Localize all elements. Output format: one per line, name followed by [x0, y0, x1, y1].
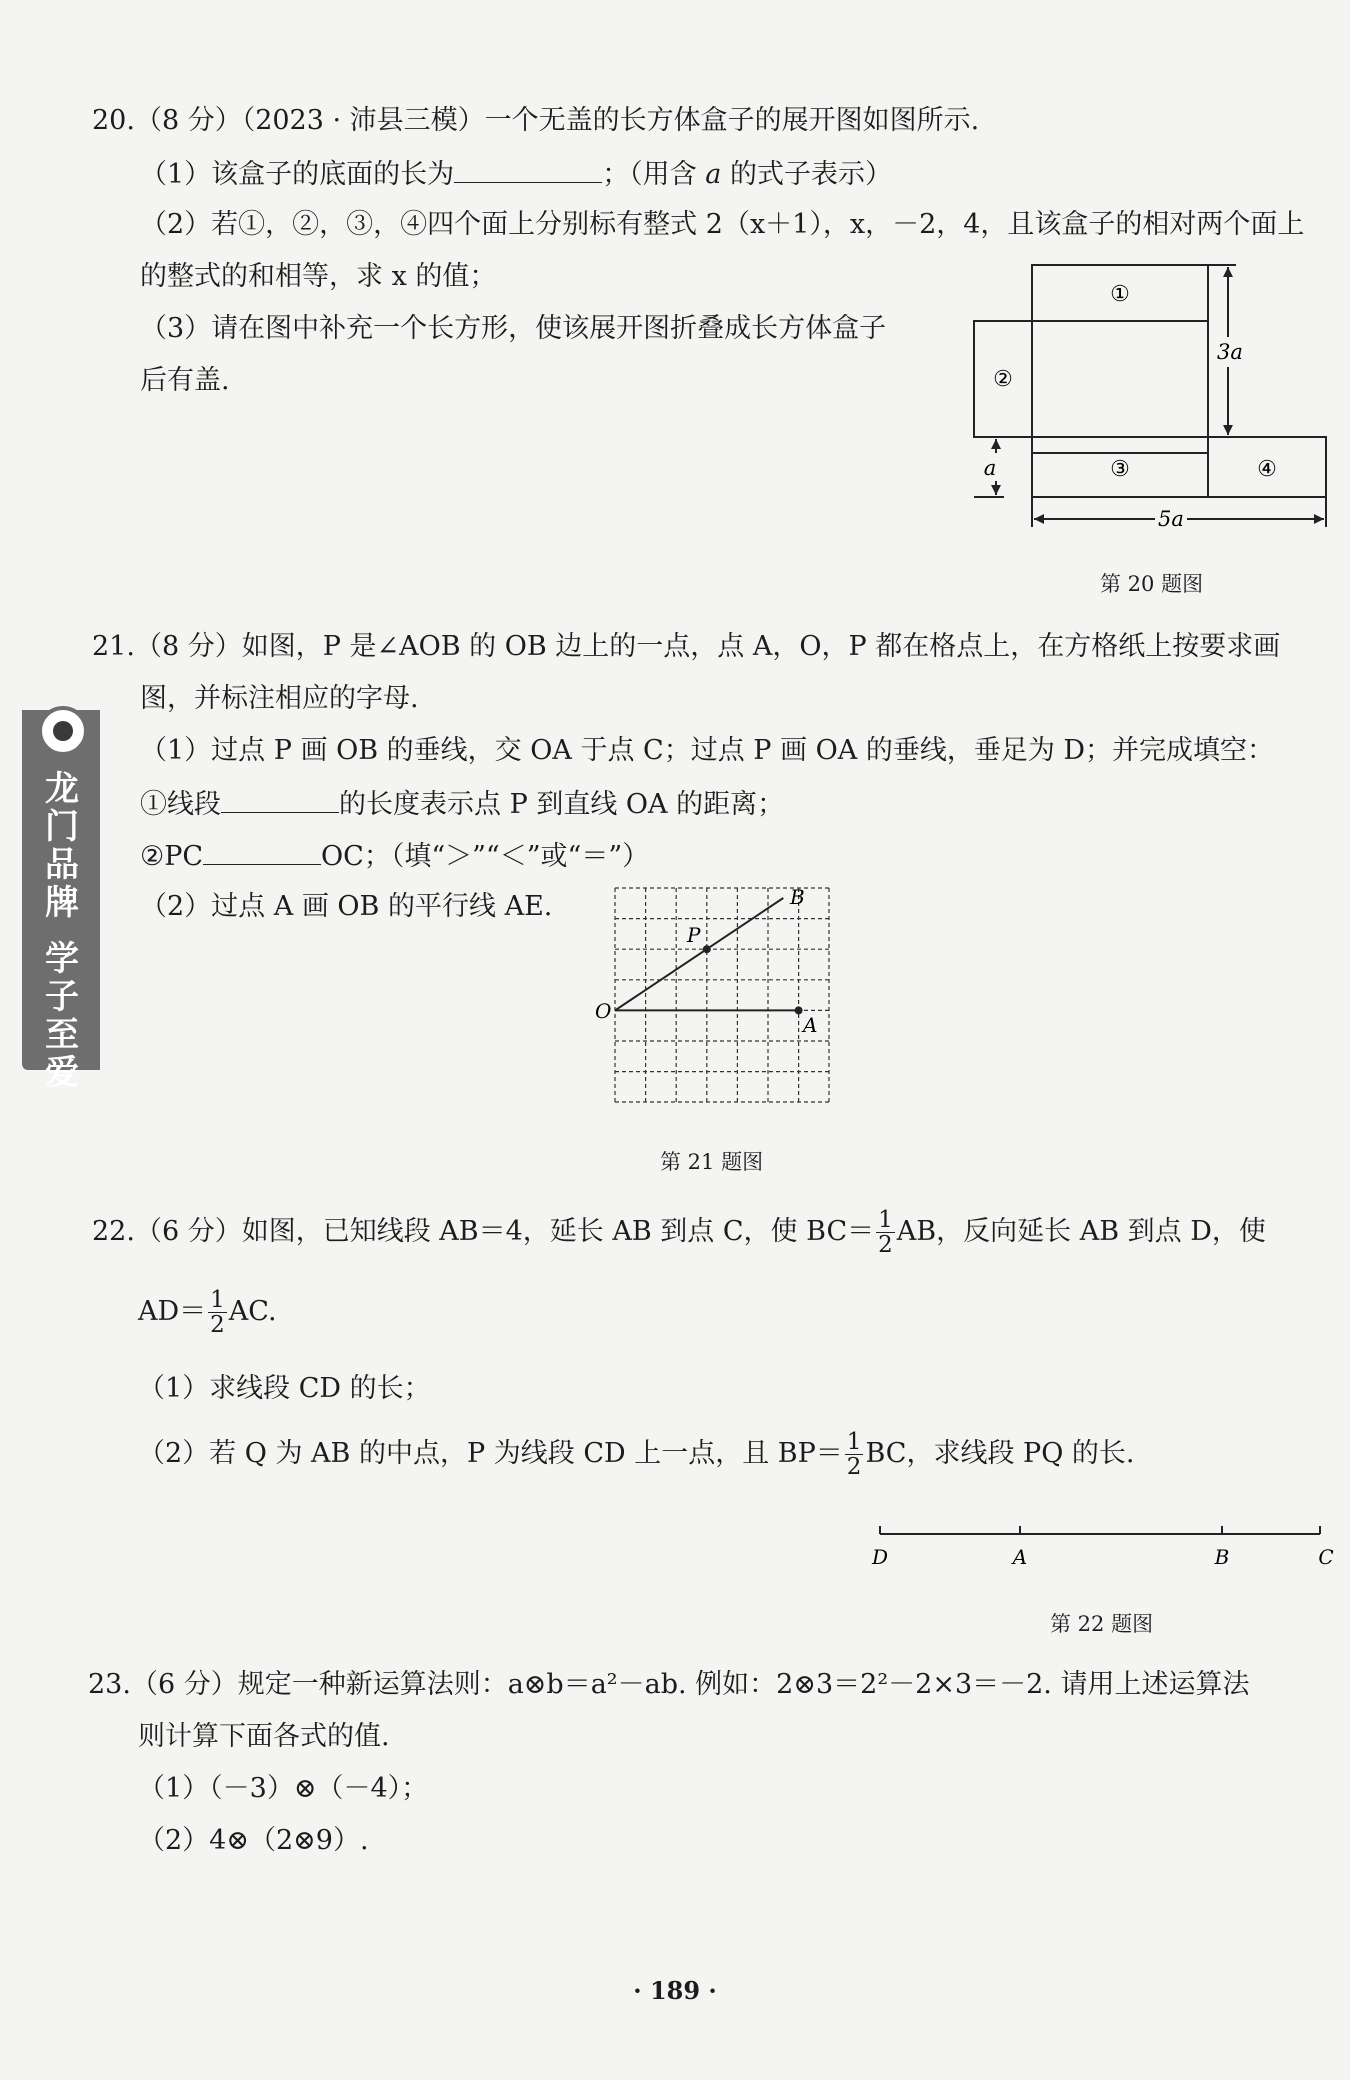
q20-caption: 第 20 题图 [1100, 572, 1204, 596]
q21-ray-OB [615, 898, 783, 1010]
q22-label-C: C [1318, 1545, 1334, 1569]
q22-segment-figure [860, 1510, 1340, 1580]
q22-ad [138, 1288, 277, 1348]
q22-frac-num: 1 [878, 1207, 893, 1233]
q22-part2 [138, 1430, 1135, 1490]
side-brand-line1: 龙门品牌 [45, 769, 79, 923]
side-brand-line2: 学子至爱 [45, 939, 79, 1093]
q20-part1-text-c: 的式子表示） [721, 159, 892, 190]
q20-part1-text-a: （1）该盒子的底面的长为 [140, 159, 455, 190]
q20-face2-label: ② [993, 367, 1013, 392]
q20-part2-line2: 的整式的和相等，求 x 的值； [140, 261, 497, 292]
q21-part1b-text-b: OC；（填“＞”“＜”或“＝”） [321, 841, 650, 872]
q21-part1a-text-b: 的长度表示点 P 到直线 OA 的距离； [339, 789, 785, 820]
q20-part3-line2: 后有盖. [140, 365, 230, 396]
q20-height-label: 3a [1217, 340, 1243, 364]
q20-side-label: a [983, 456, 997, 480]
q22-part2-text-a: （2）若 Q 为 AB 的中点，P 为线段 CD 上一点，且 BP＝ [138, 1438, 843, 1469]
q23-title-line1: 23.（6 分）规定一种新运算法则：a⊗b＝a²－ab. 例如：2⊗3＝2²－2×3＝－2. 请用上述运算法 [88, 1669, 1250, 1700]
q20-part3-line1: （3）请在图中补充一个长方形，使该展开图折叠成长方体盒子 [140, 313, 887, 344]
q22-label-A: A [1012, 1545, 1028, 1569]
q21-part1b [140, 838, 649, 874]
q22-caption: 第 22 题图 [1050, 1612, 1154, 1636]
q22-ad-frac-num: 1 [210, 1287, 225, 1313]
q21-label-P: P [687, 923, 701, 947]
q23-part1: （1）（－3）⊗（－4）； [138, 1773, 429, 1804]
q22-title-text-b: AB，反向延长 AB 到点 D，使 [896, 1216, 1266, 1247]
q21-part1a-text-a: ①线段 [140, 789, 221, 820]
q23-title-line2: 则计算下面各式的值. [138, 1721, 390, 1752]
q22-label-B: B [1214, 1545, 1230, 1569]
q21-label-O: O [595, 999, 612, 1023]
q20-part1 [140, 156, 892, 192]
q22-ad-text-b: AC. [228, 1296, 277, 1327]
q20-width-label: 5a [1158, 507, 1184, 531]
q21-part2: （2）过点 A 画 OB 的平行线 AE. [140, 891, 553, 922]
q21-label-B: B [790, 885, 805, 909]
q21-point-P [703, 945, 711, 953]
q22-part2-frac-den: 2 [846, 1454, 862, 1480]
q20-base-rect [1032, 321, 1208, 453]
q21-grid-figure [585, 878, 835, 1118]
q21-grid-lines [615, 888, 829, 1102]
q21-part1a [140, 786, 784, 822]
q21-label-A: A [803, 1013, 818, 1037]
q21-part1a-blank[interactable] [221, 786, 339, 813]
q20-net-figure [960, 255, 1340, 545]
q22-part1: （1）求线段 CD 的长； [138, 1373, 431, 1404]
q21-point-A [795, 1006, 803, 1014]
q23-part2: （2）4⊗（2⊗9）. [138, 1825, 369, 1856]
q21-part1b-blank[interactable] [203, 838, 321, 865]
q22-frac-half [876, 1208, 895, 1257]
q21-title-line2: 图，并标注相应的字母. [140, 683, 419, 714]
q20-face4-label: ④ [1257, 457, 1277, 482]
q22-frac-den: 2 [878, 1232, 893, 1258]
q20-title: 20.（8 分）（2023 · 沛县三模）一个无盖的长方体盒子的展开图如图所示. [92, 105, 980, 136]
q21-caption: 第 21 题图 [660, 1150, 764, 1174]
q21-part1b-text-a: ②PC [140, 841, 204, 872]
q20-face1-label: ① [1110, 282, 1130, 307]
q21-part1: （1）过点 P 画 OB 的垂线，交 OA 于点 C；过点 P 画 OA 的垂线，垂足为 D；并完成填空： [140, 735, 1275, 766]
q22-part2-frac-num: 1 [846, 1429, 862, 1455]
q20-face3-label: ③ [1110, 457, 1130, 482]
side-brand-text [38, 770, 86, 1092]
q22-title [92, 1208, 1266, 1268]
q21-title-line1: 21.（8 分）如图，P 是∠AOB 的 OB 边上的一点，点 A，O，P 都在格点上，在方格纸上按要求画 [92, 631, 1281, 662]
q22-ad-frac [208, 1288, 227, 1337]
q22-part2-frac [845, 1430, 864, 1479]
q22-ad-frac-den: 2 [210, 1312, 225, 1338]
q20-part1-var: a [705, 159, 722, 190]
q22-ad-text-a: AD＝ [138, 1296, 207, 1327]
q20-part1-text-b: ；（用含 [602, 159, 706, 190]
q22-part2-text-b: BC，求线段 PQ 的长. [865, 1438, 1135, 1469]
side-tab-circle-icon [38, 706, 88, 756]
q22-title-text-a: 22.（6 分）如图，已知线段 AB＝4，延长 AB 到点 C，使 BC＝ [92, 1216, 875, 1247]
q20-part1-blank[interactable] [454, 156, 602, 183]
q22-label-D: D [871, 1545, 889, 1569]
page-number: · 189 · [633, 1976, 717, 2005]
q20-part2-line1: （2）若①，②，③，④四个面上分别标有整式 2（x＋1），x，－2，4，且该盒子的相对两个面上 [140, 209, 1305, 240]
